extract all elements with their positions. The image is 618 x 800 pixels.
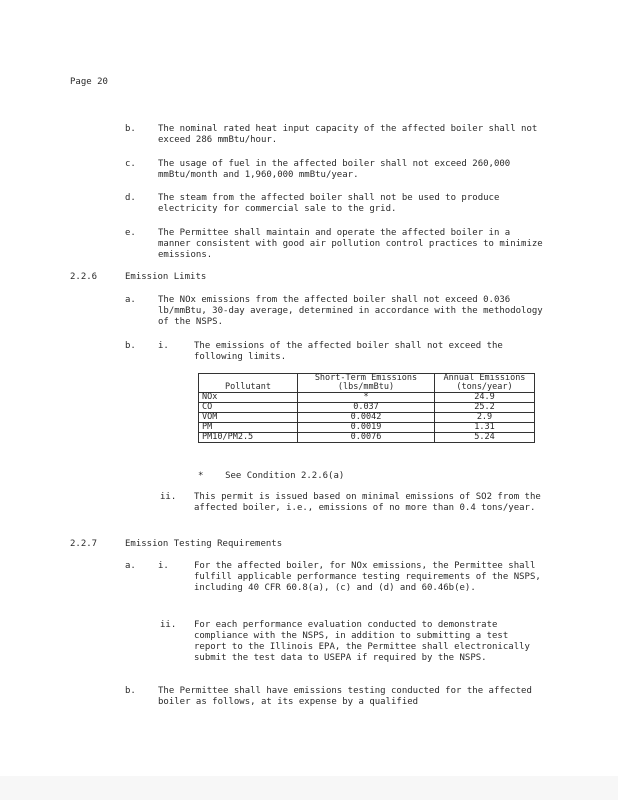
table-cell: 0.037 (298, 403, 435, 413)
list-item-label: d. (125, 193, 136, 203)
list-item-text: The steam from the affected boiler shall not be used to produce electricity for commercial sale to the grid. (158, 193, 500, 214)
table-footnote: * See Condition 2.2.6(a) (198, 471, 345, 481)
item-text: The emissions of the affected boiler shall not exceed the following limits. (194, 341, 503, 362)
item-label: b. (125, 686, 136, 696)
sub-item-label: ii. (160, 620, 177, 630)
item-text: For the affected boiler, for NOx emissions, the Permittee shall fulfill applicable performance testing requirements of the NSPS, including 40 CFR 60.8(a), (c) and (d) and 60.46b(e). (194, 561, 541, 593)
table-row (199, 403, 535, 413)
sub-item-label: i. (158, 341, 169, 351)
table-cell: 25.2 (435, 403, 535, 413)
table-cell: 2.9 (435, 413, 535, 423)
section-number: 2.2.6 (70, 272, 98, 282)
item-text: This permit is issued based on minimal emissions of SO2 from the affected boiler, i.e., emissions of no more than 0.4 tons/year. (194, 492, 541, 513)
item-text: For each performance evaluation conducted to demonstrate compliance with the NSPS, in addition to submitting a test report to the Illinois EPA, the Permittee shall electronically submit the test data to USEPA if required by the NSPS. (194, 620, 530, 663)
list-item-text: The usage of fuel in the affected boiler shall not exceed 260,000 mmBtu/month and 1,960,000 mmBtu/year. (158, 159, 511, 180)
item-label: a. (125, 295, 136, 305)
table-cell: CO (199, 403, 298, 413)
table-cell: 0.0019 (298, 423, 435, 433)
table-cell: VOM (199, 413, 298, 423)
section-number: 2.2.7 (70, 539, 98, 549)
item-label: a. (125, 561, 136, 571)
section-title: Emission Limits (125, 272, 207, 282)
sub-item-label: ii. (160, 492, 177, 502)
table-header: Short-Term Emissions (lbs/mmBtu) (298, 374, 435, 393)
table-header: Annual Emissions (tons/year) (435, 374, 535, 393)
table-header-row (199, 374, 535, 393)
table-cell: 1.31 (435, 423, 535, 433)
section-title: Emission Testing Requirements (125, 539, 283, 549)
table-row (199, 423, 535, 433)
item-text: The Permittee shall have emissions testing conducted for the affected boiler as follows, at its expense by a qualified (158, 686, 532, 707)
table-row (199, 413, 535, 423)
table-cell: 24.9 (435, 393, 535, 403)
item-label: b. (125, 341, 136, 351)
list-item-label: e. (125, 228, 136, 238)
table-cell: 0.0076 (298, 433, 435, 443)
table-cell: NOx (199, 393, 298, 403)
item-text: The NOx emissions from the affected boiler shall not exceed 0.036 lb/mmBtu, 30-day average, determined in accordance with the methodology of the NSPS. (158, 295, 543, 327)
list-item-text: The Permittee shall maintain and operate the affected boiler in a manner consistent with good air pollution control practices to minimize emissions. (158, 228, 543, 260)
table-cell: PM10/PM2.5 (199, 433, 298, 443)
sub-item-label: i. (158, 561, 169, 571)
table-row (199, 393, 535, 403)
table-header: Pollutant (199, 374, 298, 393)
page-number: Page 20 (70, 77, 108, 87)
table-cell: 0.0042 (298, 413, 435, 423)
emission-limits-table (198, 373, 535, 443)
list-item-label: c. (125, 159, 136, 169)
page-bottom-edge (0, 776, 618, 800)
list-item-label: b. (125, 124, 136, 134)
table-cell: 5.24 (435, 433, 535, 443)
table-cell: * (298, 393, 435, 403)
table-row (199, 433, 535, 443)
list-item-text: The nominal rated heat input capacity of the affected boiler shall not exceed 286 mmBtu/hour. (158, 124, 538, 145)
table-cell: PM (199, 423, 298, 433)
